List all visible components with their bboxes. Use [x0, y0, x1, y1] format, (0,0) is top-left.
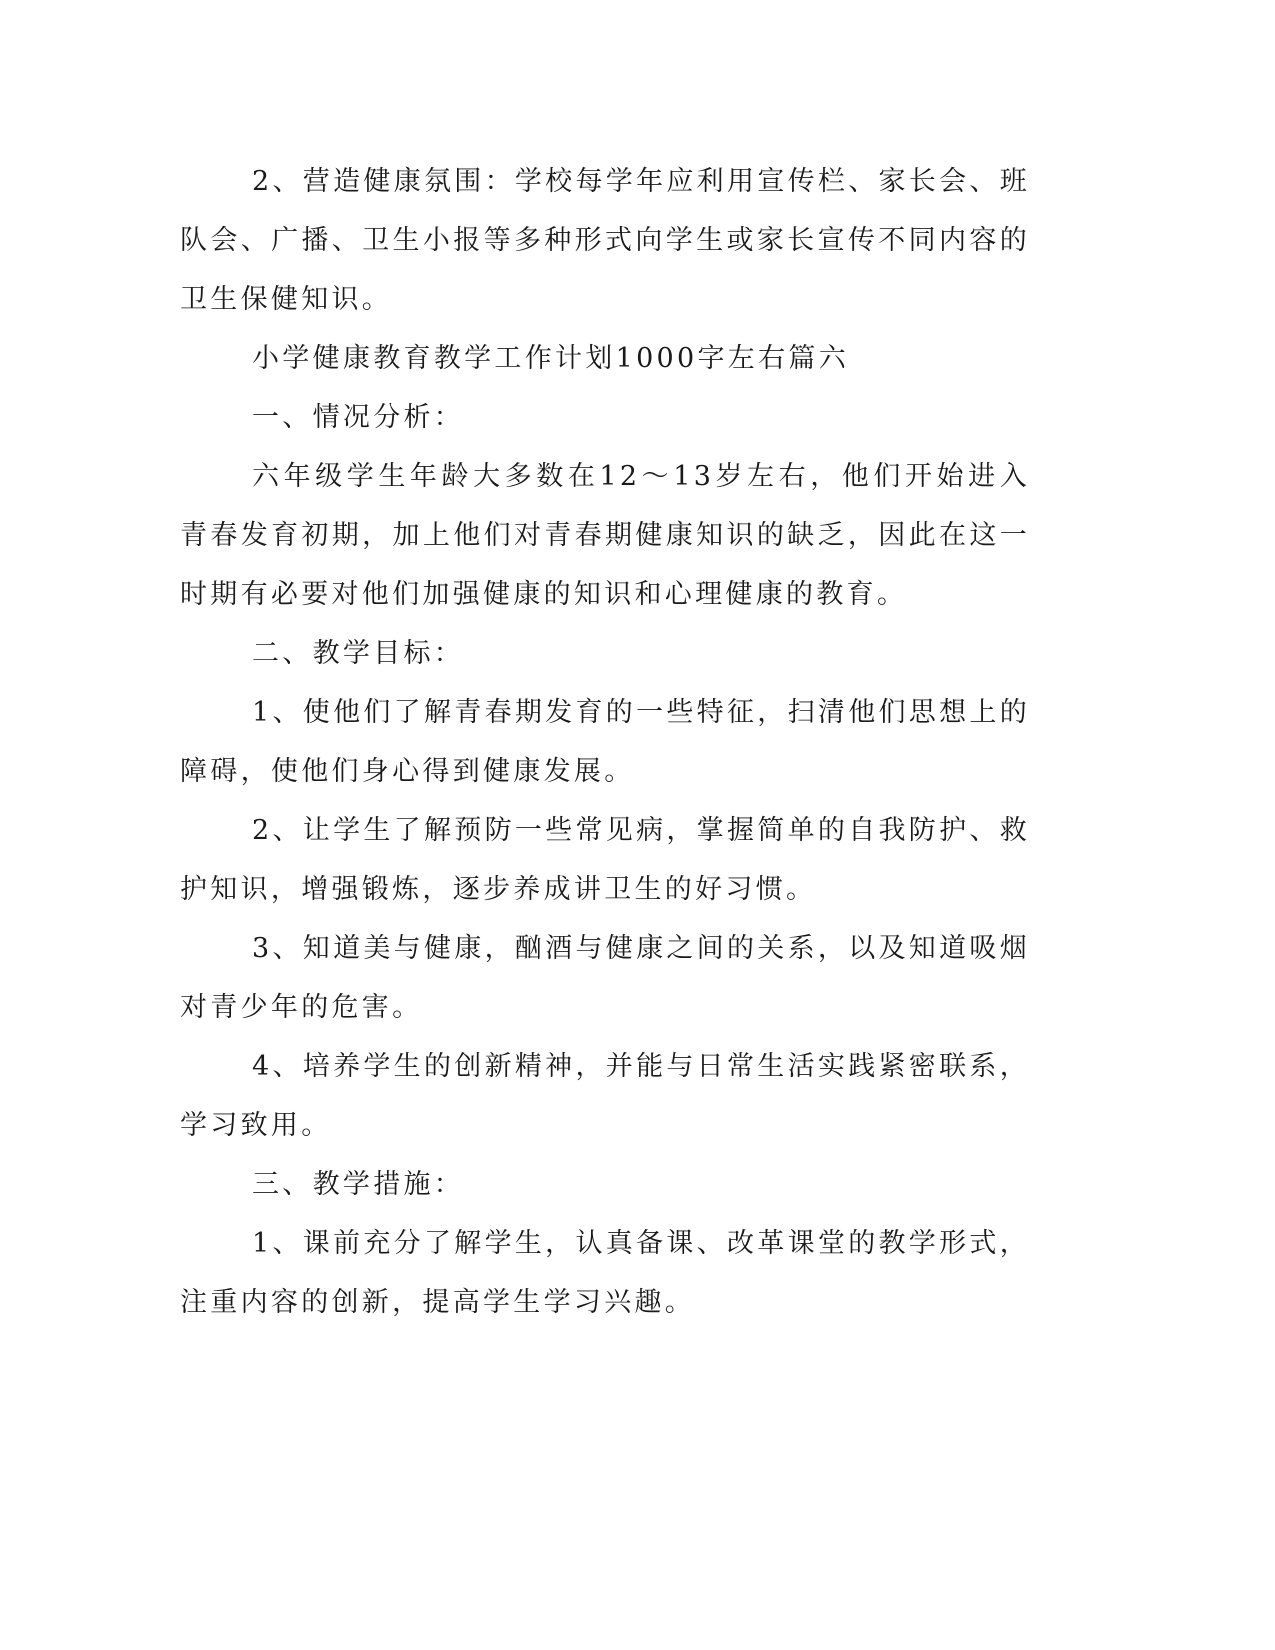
paragraph-measure-1: 1、课前充分了解学生，认真备课、改革课堂的教学形式，注重内容的创新，提高学生学习兴趣。	[180, 1228, 1030, 1318]
paragraph-goal-2: 2、让学生了解预防一些常见病，掌握简单的自我防护、救护知识，增强锻炼，逐步养成讲卫生的好习惯。	[180, 815, 1030, 905]
paragraph-situation-analysis: 六年级学生年龄大多数在12～13岁左右，他们开始进入青春发育初期，加上他们对青春期健康知识的缺乏，因此在这一时期有必要对他们加强健康的知识和心理健康的教育。	[180, 461, 1030, 610]
heading-teaching-measures: 三、教学措施：	[252, 1169, 465, 1200]
document-body	[180, 152, 1030, 1332]
heading-situation-analysis: 一、情况分析：	[252, 402, 465, 433]
paragraph-goal-1: 1、使他们了解青春期发育的一些特征，扫清他们思想上的障碍，使他们身心得到健康发展。	[180, 697, 1030, 787]
section-title: 小学健康教育教学工作计划1000字左右篇六	[252, 343, 850, 374]
paragraph-goal-4: 4、培养学生的创新精神，并能与日常生活实践紧密联系，学习致用。	[180, 1051, 1030, 1141]
paragraph-health-atmosphere: 2、营造健康氛围：学校每学年应利用宣传栏、家长会、班队会、广播、卫生小报等多种形式向学生或家长宣传不同内容的卫生保健知识。	[180, 166, 1030, 315]
heading-teaching-goals: 二、教学目标：	[252, 638, 465, 669]
paragraph-goal-3: 3、知道美与健康，酗酒与健康之间的关系，以及知道吸烟对青少年的危害。	[180, 933, 1030, 1023]
